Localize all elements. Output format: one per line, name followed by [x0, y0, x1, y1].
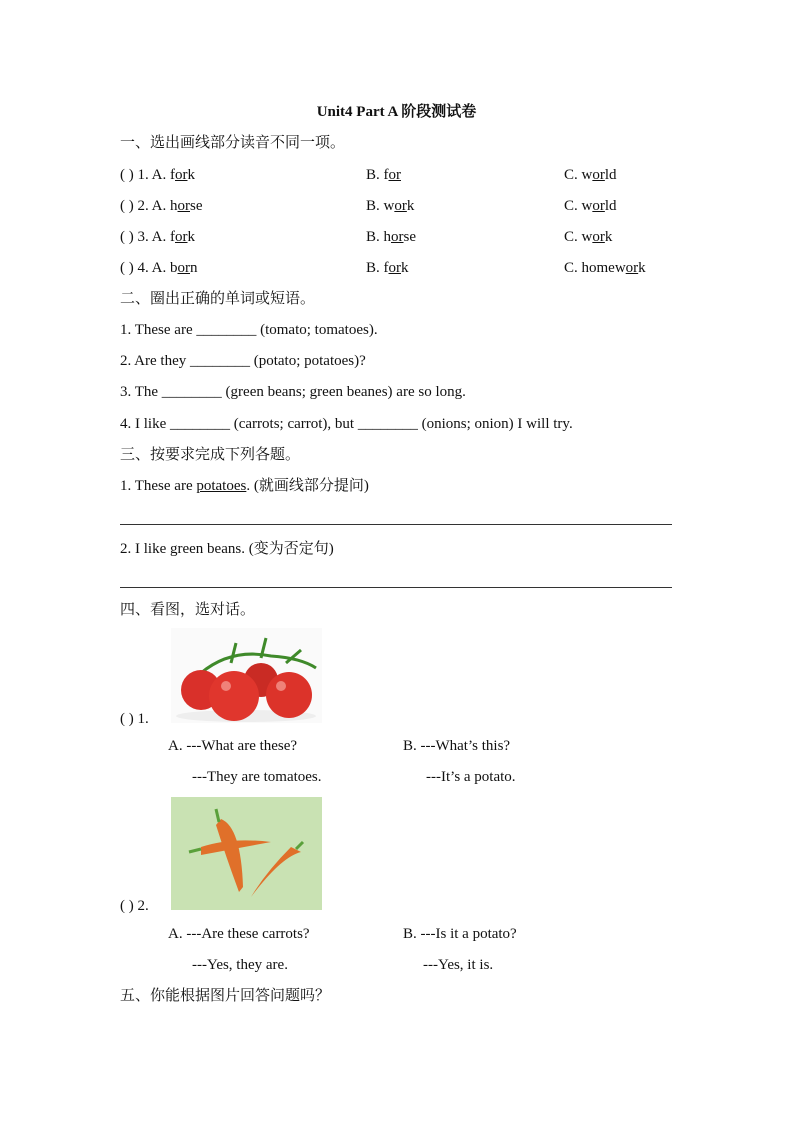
word-part: f	[170, 167, 175, 183]
word-part: ld	[604, 167, 617, 183]
underlined-letters: or	[592, 167, 605, 183]
item-number: ( ) 2. A.	[120, 198, 170, 214]
word-part: k	[401, 260, 409, 276]
word-part: C. w	[564, 167, 593, 183]
word-part: se	[190, 198, 203, 214]
option-2b-line2: ---Yes, it is.	[423, 957, 494, 973]
option-1a-line1: A. ---What are these?	[168, 738, 298, 754]
word-part: ld	[604, 198, 617, 214]
underlined-letters: or	[391, 229, 404, 245]
option-1b-line1: B. ---What’s this?	[403, 738, 511, 754]
option-2a-line2: ---Yes, they are.	[192, 957, 288, 973]
section1-heading: 一、选出画线部分读音不同一项。	[120, 135, 346, 151]
match-item-1-number: ( ) 1.	[120, 711, 149, 727]
word-part: k	[638, 260, 646, 276]
choice-4-b	[366, 259, 409, 277]
choice-3-b	[366, 228, 416, 246]
word-part: k	[187, 167, 195, 183]
word-part: B. w	[366, 198, 395, 214]
fill-item-3: 3. The ________ (green beans; green beanes) are so long.	[120, 384, 466, 400]
option-1a-line2: ---They are tomatoes.	[192, 769, 322, 785]
section3-heading: 三、按要求完成下列各题。	[120, 447, 301, 463]
fill-item-1: 1. These are ________ (tomato; tomatoes).	[120, 322, 378, 338]
option-2a-line1: A. ---Are these carrots?	[168, 926, 310, 942]
choice-4-a	[120, 259, 198, 277]
word-part: C. w	[564, 198, 593, 214]
q1-underlined: potatoes	[196, 478, 247, 494]
word-part: B. f	[366, 260, 389, 276]
word-part: n	[190, 260, 198, 276]
q1-pre: 1. These are	[120, 478, 197, 494]
page-title: Unit4 Part A 阶段测试卷	[316, 104, 477, 120]
choice-1-c	[564, 166, 617, 184]
underlined-letters: or	[592, 198, 605, 214]
word-part: k	[604, 229, 613, 245]
choice-1-b	[366, 166, 401, 184]
item-number: ( ) 3. A.	[120, 229, 170, 245]
word-part: k	[187, 229, 195, 245]
option-1b-line2: ---It’s a potato.	[426, 769, 516, 785]
underlined-letters: or	[388, 167, 401, 183]
choice-1-a	[120, 166, 195, 184]
word-part: B. f	[366, 167, 389, 183]
underlined-letters: or	[177, 198, 190, 214]
question-1	[120, 477, 369, 495]
underlined-letters: or	[388, 260, 401, 276]
word-part: C. homew	[564, 260, 626, 276]
choice-2-a	[120, 197, 203, 215]
section5-heading: 五、你能根据图片回答问题吗？	[120, 988, 331, 1004]
section4-heading: 四、看图，选对话。	[120, 602, 256, 618]
item-number: ( ) 1. A.	[120, 167, 170, 183]
q1-post: . (就画线部分提问)	[246, 478, 369, 494]
underlined-letters: or	[625, 260, 639, 276]
question-2: 2. I like green beans. (变为否定句)	[120, 541, 334, 557]
answer-line-2	[120, 587, 672, 588]
choice-3-a	[120, 228, 195, 246]
word-part: b	[170, 260, 178, 276]
section2-heading: 二、圈出正确的单词或短语。	[120, 291, 316, 307]
match-item-2-number: ( ) 2.	[120, 898, 149, 914]
choice-3-c	[564, 228, 612, 246]
underlined-letters: or	[394, 198, 407, 214]
tomatoes-image	[171, 628, 322, 723]
word-part: f	[170, 229, 175, 245]
choice-4-c	[564, 259, 646, 277]
word-part: se	[403, 229, 417, 245]
word-part: h	[170, 198, 178, 214]
fill-item-4: 4. I like ________ (carrots; carrot), but ________ (onions; onion) I will try.	[120, 416, 573, 432]
choice-2-b	[366, 197, 414, 215]
underlined-letters: or	[175, 167, 188, 183]
word-part: k	[406, 198, 415, 214]
answer-line-1	[120, 524, 672, 525]
word-part: B. h	[366, 229, 392, 245]
choice-2-c	[564, 197, 617, 215]
word-part: C. w	[564, 229, 593, 245]
item-number: ( ) 4. A.	[120, 260, 170, 276]
underlined-letters: or	[592, 229, 605, 245]
underlined-letters: or	[175, 229, 188, 245]
carrots-image	[171, 797, 322, 910]
option-2b-line1: B. ---Is it a potato?	[403, 926, 517, 942]
underlined-letters: or	[177, 260, 190, 276]
fill-item-2: 2. Are they ________ (potato; potatoes)?	[120, 353, 366, 369]
